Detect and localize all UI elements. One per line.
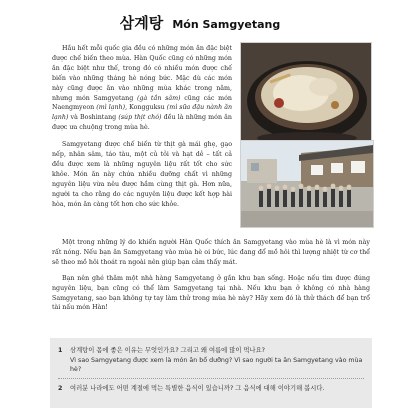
- italic-gloss: (gà tần sâm): [136, 94, 181, 102]
- page-title: [0, 12, 400, 33]
- paragraph-2: Samgyetang được chế biến từ thịt gà mái ghẹ, gạo nếp, nhân sâm, táo tàu, một củ tỏi và hạt dẻ – tất cả đều được xem là những nguyên liệu rất tốt cho sức khỏe. Món ăn này chứa nhiều dưỡng chất vì những nguyên liệu vừa nêu được hầm cùng thịt gà. Hơn nữa, người ta cho rằng do các nguyên liệu được kết hợp hài hòa, món ăn càng tốt hơn cho sức khỏe.: [52, 141, 232, 208]
- samgyetang-bowl-image: [241, 43, 371, 147]
- paragraph-1: [52, 44, 232, 133]
- restaurant-queue-image: [241, 141, 373, 227]
- question-1: [58, 346, 364, 375]
- italic-gloss: (súp thịt chó): [118, 114, 162, 122]
- article-body-full-width: [52, 238, 370, 319]
- paragraph-3: Một trong những lý do khiến người Hàn Quốc thích ăn Samgyetang vào mùa hè là vì món này rất nóng. Nếu bạn ăn Samgyetang vào mùa hè oi bức, lúc đang đổ mồ hôi thì lượng nhiệt từ cơ thể sẽ theo mồ hôi thoát ra ngoài nên giúp bạn cảm thấy mát.: [52, 239, 370, 266]
- title-korean: 삼계탕: [119, 14, 164, 32]
- question-vietnamese: Vì sao Samgyetang được xem là món ăn bổ dưỡng? Vì sao người ta ăn Samgyetang vào mùa hè?: [70, 356, 363, 373]
- discussion-questions-box: [50, 338, 372, 408]
- article-column: [52, 44, 232, 217]
- question-korean: 삼계탕이 몸에 좋은 이유는 무엇인가요? 그리고 왜 여름에 많이 먹나요?: [70, 347, 266, 354]
- restaurant-queue-photo: [240, 140, 374, 228]
- text-run: và Boshintang: [68, 114, 119, 122]
- question-number: 2: [58, 385, 63, 392]
- italic-gloss: (mì sữa đậu nành ăn lạnh): [52, 104, 233, 122]
- text-run: Hầu hết mỗi quốc gia đều có những món ăn đặc biệt được chế biến theo mùa. Hàn Quốc cũng có những món ăn đặc biệt như thế, trong đó có nhiều món được chế biến vào những tháng hè nóng bức. Mặc dù các món này cũng được ăn vào những mùa khác trong năm, nhưng món Samgyetang: [52, 45, 232, 102]
- question-separator: [58, 378, 364, 379]
- text-run: cũng các món Naengmyeon: [52, 94, 232, 112]
- text-run: đều là những món ăn được ưa chuộng trong mùa hè.: [52, 114, 232, 132]
- question-2: [58, 384, 364, 394]
- text-run: , Kongguksu: [125, 104, 167, 112]
- paragraph-4: Bạn nên ghé thăm một nhà hàng Samgyetang ở gần khu bạn sống. Hoặc nếu tìm được đúng nguyên liệu, bạn cũng có thể làm Samgyetang tại nhà. Nếu khu bạn ở không có nhà hàng Samgyetang, sao bạn không tự tay làm thử trong mùa hè này? Hãy xem đó là thử thách để bạn trổ tài nấu món Hàn!: [52, 274, 370, 312]
- question-korean: 여러분 나라에도 어떤 계절에 먹는 특별한 음식이 있습니까? 그 음식에 대해 이야기해 봅시다.: [70, 385, 325, 392]
- question-number: 1: [58, 347, 63, 354]
- samgyetang-bowl-photo: [240, 42, 372, 148]
- title-vietnamese: Món Samgyetang: [172, 18, 281, 31]
- italic-gloss: (mì lạnh): [96, 104, 126, 112]
